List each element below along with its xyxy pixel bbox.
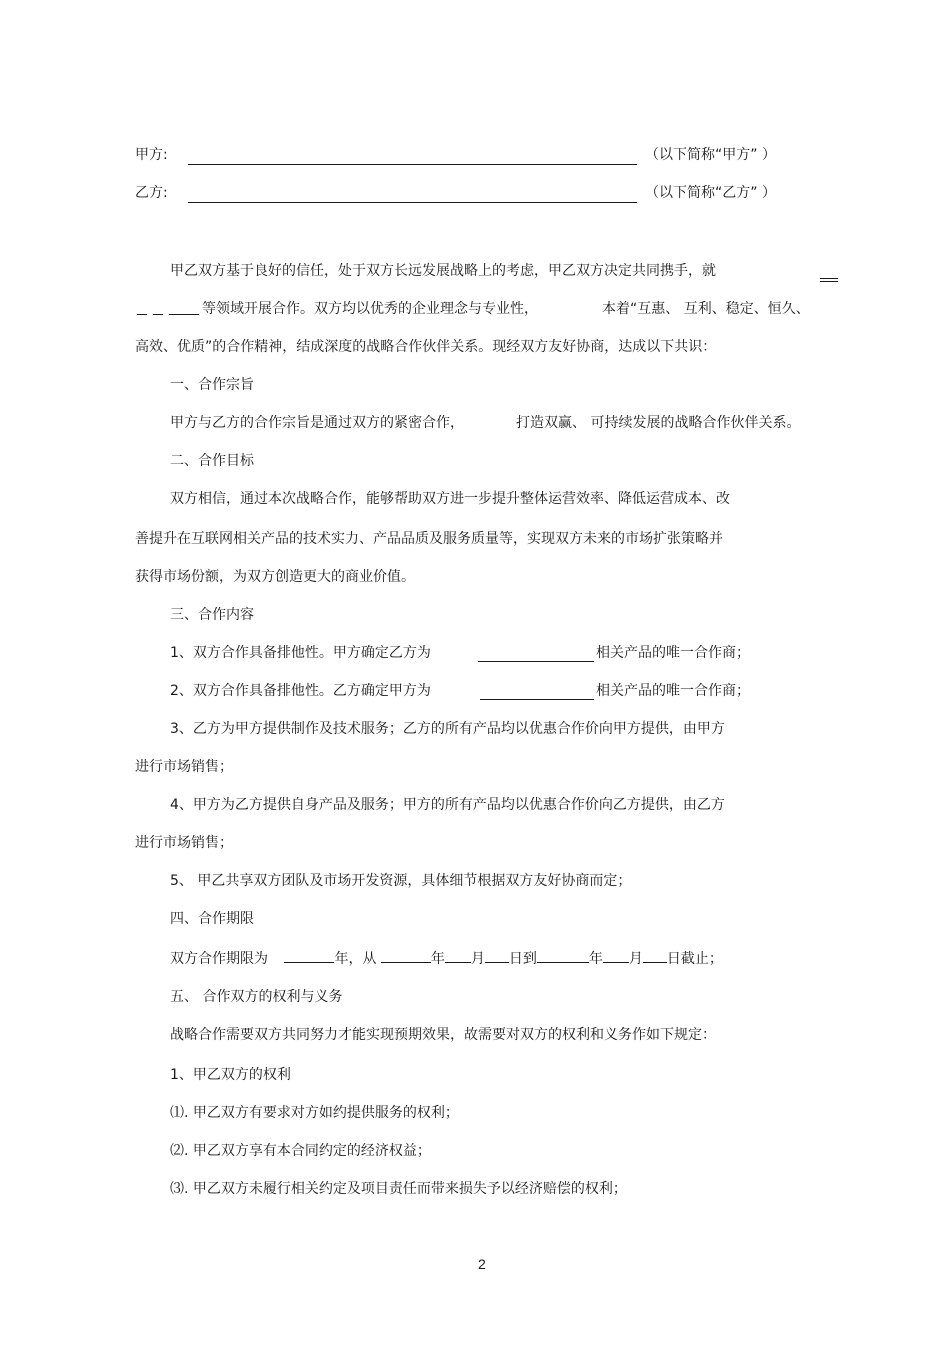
party-a-blank (188, 164, 637, 165)
section-3-title: 三、合作内容 (170, 607, 254, 623)
page-number: 2 (478, 1256, 486, 1272)
term-text-2: 年 (430, 951, 445, 967)
term-blank-start-day (485, 948, 509, 963)
section-5-sub-1: 1、甲乙双方的权利 (170, 1067, 291, 1083)
section-2-line-3: 获得市场份额，为双方创造更大的商业价值。 (135, 569, 415, 585)
intro-line-2a: 等领域开展合作。双方均以优秀的企业理念与专业性， (202, 301, 538, 317)
term-blank-start-year (381, 948, 431, 963)
section-1-text-b: 打造双赢、 可持续发展的战略合作伙伴关系。 (516, 415, 801, 431)
term-text-6: 月 (628, 951, 643, 967)
term-text-5: 年 (588, 951, 603, 967)
term-blank-end-year (537, 948, 589, 963)
term-blank-years (284, 948, 334, 963)
intro-blank-mark (820, 278, 838, 282)
intro-line-2b: 本着“互惠、 互利、稳定、恒久、 (602, 301, 810, 317)
right-3: ⑶. 甲乙双方未履行相关约定及项目责任而带来损失予以经济赔偿的权利； (170, 1181, 627, 1197)
term-text-0: 双方合作期限为 (170, 951, 268, 967)
section-4-title: 四、合作期限 (170, 911, 254, 927)
term-blank-end-day (643, 948, 667, 963)
item-2-blank (480, 699, 594, 700)
right-1: ⑴. 甲乙双方有要求对方如约提供服务的权利； (170, 1105, 459, 1121)
term-text-7: 日截止； (666, 951, 723, 967)
item-3-line-1: 3、乙方为甲方提供制作及技术服务；乙方的所有产品均以优惠合作价向甲方提供，由甲方 (170, 721, 725, 737)
section-1-text-a: 甲方与乙方的合作宗旨是通过双方的紧密合作， (170, 415, 464, 431)
party-b-blank (188, 202, 637, 203)
term-text-3: 月 (470, 951, 485, 967)
intro-blank-field (137, 314, 199, 318)
section-5-intro: 战略合作需要双方共同努力才能实现预期效果，故需要对双方的权利和义务作如下规定： (170, 1027, 716, 1043)
party-a-note: （以下简称“甲方” ） (645, 147, 776, 163)
intro-line-1: 甲乙双方基于良好的信任，处于双方长远发展战略上的考虑，甲乙双方决定共同携手，就 (170, 263, 716, 279)
item-2-text-a: 2、双方合作具备排他性。乙方确定甲方为 (170, 683, 431, 699)
party-a-label: 甲方: (135, 147, 168, 163)
term-text-4: 日到 (508, 951, 537, 967)
term-blank-end-month (603, 948, 629, 963)
party-b-note: （以下简称“乙方” ） (645, 185, 776, 201)
item-1-text-b: 相关产品的唯一合作商； (596, 645, 750, 661)
section-5-title: 五、 合作双方的权利与义务 (170, 989, 343, 1005)
item-1-blank (478, 661, 594, 662)
item-5: 5、 甲乙共享双方团队及市场开发资源，具体细节根据双方友好协商而定； (170, 873, 632, 889)
item-3-line-2: 进行市场销售； (135, 759, 233, 775)
party-a-row (135, 146, 168, 164)
party-b-label: 乙方: (135, 185, 168, 201)
term-blank-start-month (445, 948, 471, 963)
item-4-line-1: 4、甲方为乙方提供自身产品及服务；甲方的所有产品均以优惠合作价向乙方提供，由乙方 (170, 797, 725, 813)
intro-line-3: 高效、优质”的合作精神，结成深度的战略合作伙伴关系。现经双方友好协商，达成以下共识： (135, 339, 717, 355)
term-text-1: 年，从 (334, 951, 377, 967)
right-2: ⑵. 甲乙双方享有本合同约定的经济权益； (170, 1143, 431, 1159)
section-2-title: 二、合作目标 (170, 453, 254, 469)
section-2-line-2: 善提升在互联网相关产品的技术实力、产品品质及服务质量等，实现双方未来的市场扩张策略并 (135, 531, 723, 547)
party-b-row (135, 184, 168, 202)
item-2-text-b: 相关产品的唯一合作商； (596, 683, 750, 699)
item-4-line-2: 进行市场销售； (135, 835, 233, 851)
section-1-title: 一、合作宗旨 (170, 377, 254, 393)
item-1-text-a: 1、双方合作具备排他性。甲方确定乙方为 (170, 645, 431, 661)
term-line (170, 948, 723, 968)
section-2-line-1: 双方相信，通过本次战略合作，能够帮助双方进一步提升整体运营效率、降低运营成本、改 (170, 491, 730, 507)
